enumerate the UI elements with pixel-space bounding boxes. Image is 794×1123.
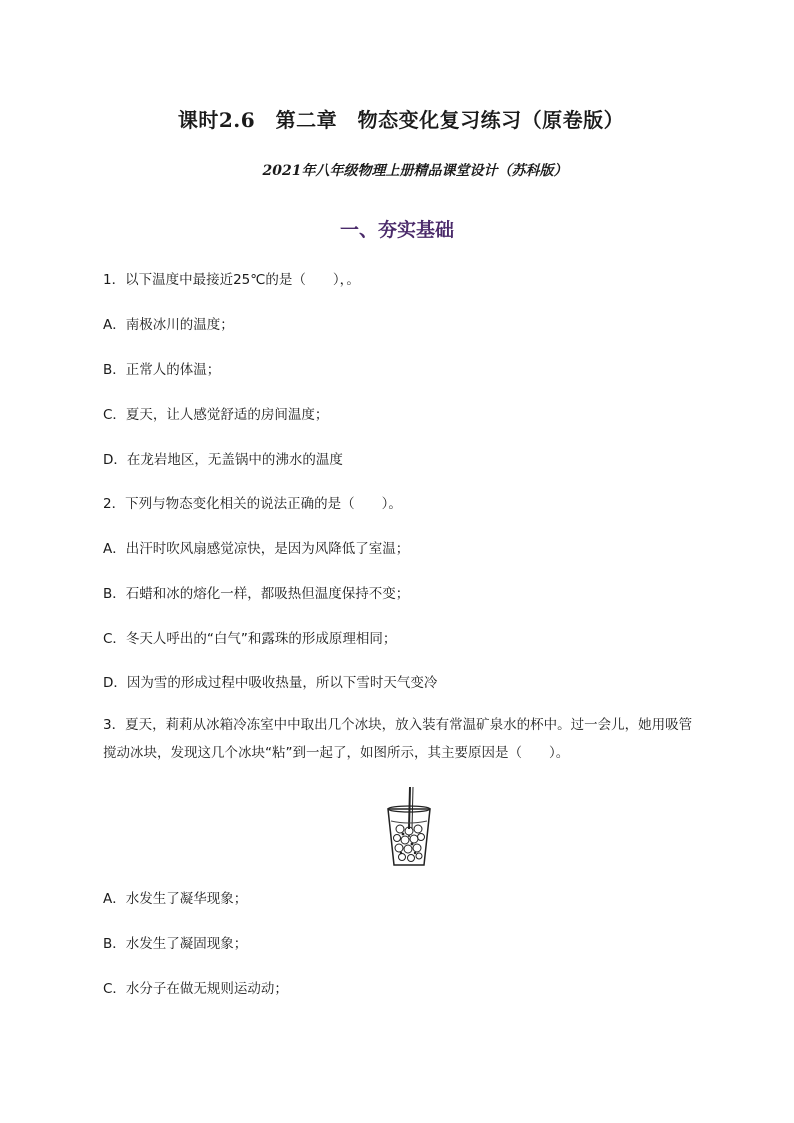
section-heading: 一、夯实基础 xyxy=(339,219,454,241)
question-1-option-d: D．在龙岩地区，无盖锅中的沸水的温度 xyxy=(103,452,343,468)
question-2-option-d: D．因为雪的形成过程中吸收热量，所以下雪时天气变冷 xyxy=(103,675,438,691)
question-2-stem: 2．下列与物态变化相关的说法正确的是（ ）。 xyxy=(103,496,402,512)
question-1-option-b: B．正常人的体温； xyxy=(103,362,221,378)
question-3-stem: 3．夏天，莉莉从冰箱冷冻室中中取出几个冰块，放入装有常温矿泉水的杯中。过一会儿，她用吸管搅动冰块，发现这几个冰块“粘”到一起了，如图所示，其主要原因是（ ）。 xyxy=(103,717,693,761)
question-2-option-a: A．出汗时吹风扇感觉凉快，是因为风降低了室温； xyxy=(103,541,410,557)
question-3-option-c: C．水分子在做无规则运动动； xyxy=(103,981,288,997)
question-2-option-c: C．冬天人呼出的“白气”和露珠的形成原理相同； xyxy=(103,631,397,647)
question-3-option-b: B．水发生了凝固现象； xyxy=(103,936,248,952)
cup-with-ice-and-straw-icon xyxy=(384,785,434,867)
question-2-option-b: B．石蜡和冰的熔化一样，都吸热但温度保持不变； xyxy=(103,586,410,602)
question-1-option-c: C．夏天，让人感觉舒适的房间温度； xyxy=(103,407,329,423)
document-subtitle: 2021年八年级物理上册精品课堂设计（苏科版） xyxy=(262,163,568,179)
question-3-option-a: A．水发生了凝华现象； xyxy=(103,891,248,907)
question-1-stem: 1．以下温度中最接近25℃的是（ ），。 xyxy=(103,272,360,288)
document-title: 课时2.6 第二章 物态变化复习练习（原卷版） xyxy=(177,108,625,132)
question-1-option-a: A．南极冰川的温度； xyxy=(103,317,234,333)
